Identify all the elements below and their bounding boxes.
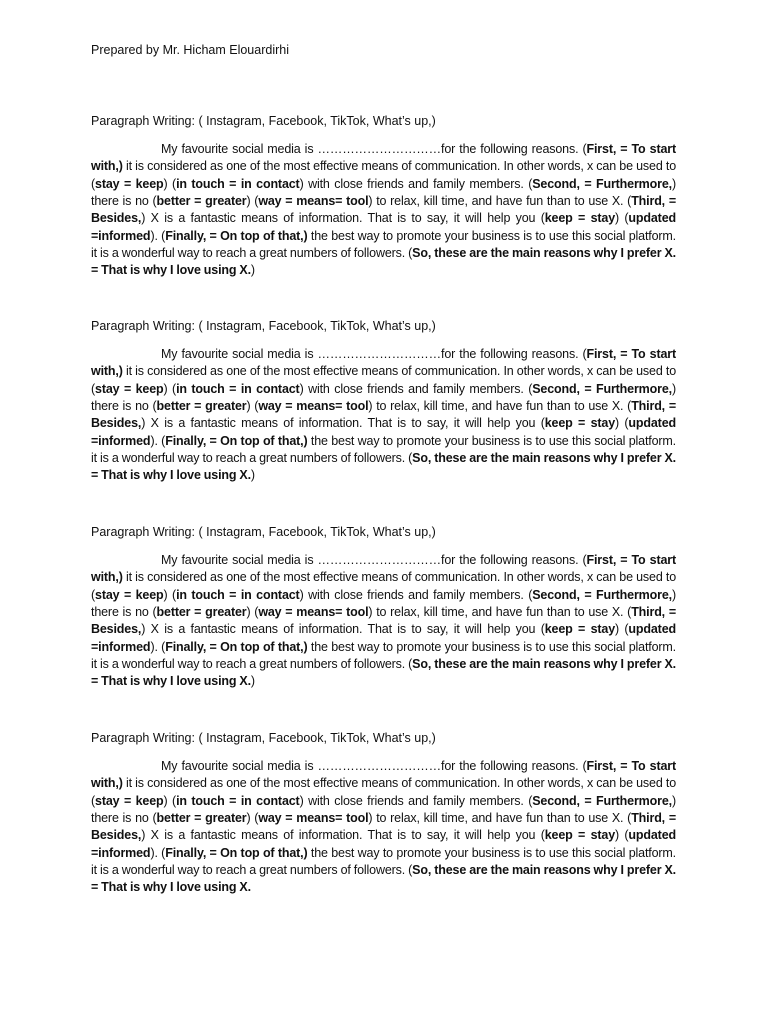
bold-phrase: Finally, = On top of that,) bbox=[165, 433, 308, 448]
text-run: ) with close friends and family members. ( bbox=[299, 587, 533, 602]
bold-phrase: stay = keep bbox=[95, 381, 164, 396]
bold-phrase: better = greater bbox=[156, 194, 247, 209]
text-run: ) ( bbox=[163, 587, 177, 602]
text-run: the best way to promote your business is to use this social platform. it is a wonderful way to reach a great numbers of followers. ( bbox=[91, 228, 676, 261]
text-run: it is considered as one of the most effective means of communication. In other words, x can be used to ( bbox=[91, 776, 676, 808]
bold-phrase: First, = To start with,) bbox=[91, 347, 676, 379]
bold-phrase: way = means= tool bbox=[258, 811, 369, 826]
text-run: ) ( bbox=[246, 194, 259, 209]
text-run: ) to relax, kill time, and have fun than to use X. ( bbox=[368, 605, 632, 620]
section-heading: Paragraph Writing: ( Instagram, Facebook, TikTok, What’s up,) bbox=[91, 525, 436, 539]
text-run: ) there is no ( bbox=[91, 381, 676, 414]
bold-phrase: Second, = Furthermore, bbox=[532, 587, 672, 602]
text-run: ) X is a fantastic means of information. That is to say, it will help you ( bbox=[141, 622, 545, 637]
bold-phrase: Third, = Besides, bbox=[91, 811, 676, 843]
bold-phrase: First, = To start with,) bbox=[91, 142, 676, 174]
text-run: ) to relax, kill time, and have fun than to use X. ( bbox=[368, 811, 632, 826]
bold-phrase: way = means= tool bbox=[258, 399, 369, 414]
bold-phrase: First, = To start with,) bbox=[91, 759, 676, 791]
text-run: it is considered as one of the most effective means of communication. In other words, x can be used to ( bbox=[91, 364, 676, 396]
text-run: ). ( bbox=[150, 639, 166, 654]
text-run: ) ( bbox=[246, 399, 259, 414]
text-run: ) there is no ( bbox=[91, 176, 676, 209]
text-run: ) ( bbox=[615, 211, 629, 226]
text-run: ) ( bbox=[615, 416, 629, 431]
bold-phrase: keep = stay bbox=[544, 211, 615, 226]
text-run: My favourite social media is …………………………for the following reasons. ( bbox=[161, 759, 587, 773]
paragraph-section-2 bbox=[91, 318, 676, 485]
bold-phrase: in touch = in contact bbox=[176, 176, 300, 191]
bold-phrase: Finally, = On top of that,) bbox=[165, 845, 308, 860]
text-run: ) with close friends and family members. ( bbox=[299, 793, 533, 808]
section-paragraph bbox=[91, 141, 676, 280]
bold-phrase: First, = To start with,) bbox=[91, 553, 676, 585]
bold-phrase: better = greater bbox=[156, 399, 247, 414]
section-paragraph bbox=[91, 346, 676, 485]
section-heading: Paragraph Writing: ( Instagram, Facebook, TikTok, What’s up,) bbox=[91, 114, 436, 128]
bold-phrase: Third, = Besides, bbox=[91, 605, 676, 637]
section-paragraph bbox=[91, 758, 676, 897]
bold-phrase: So, these are the main reasons why I prefer X. = That is why I love using X. bbox=[91, 657, 676, 689]
bold-phrase: keep = stay bbox=[544, 828, 615, 843]
text-run: ) X is a fantastic means of information. That is to say, it will help you ( bbox=[141, 828, 545, 843]
text-run: ) with close friends and family members. ( bbox=[299, 381, 533, 396]
bold-phrase: stay = keep bbox=[95, 793, 164, 808]
bold-phrase: Third, = Besides, bbox=[91, 399, 676, 431]
text-run: ) ( bbox=[163, 793, 177, 808]
text-run: ) with close friends and family members. ( bbox=[299, 176, 533, 191]
text-run: ) ( bbox=[163, 381, 177, 396]
bold-phrase: So, these are the main reasons why I prefer X. = That is why I love using X. bbox=[91, 863, 676, 895]
bold-phrase: keep = stay bbox=[544, 416, 615, 431]
bold-phrase: So, these are the main reasons why I prefer X. = That is why I love using X. bbox=[91, 451, 676, 483]
paragraph-section-1 bbox=[91, 113, 676, 280]
bold-phrase: updated =informed bbox=[91, 622, 676, 654]
text-run: the best way to promote your business is to use this social platform. it is a wonderful way to reach a great numbers of followers. ( bbox=[91, 845, 676, 878]
author-line: Prepared by Mr. Hicham Elouardirhi bbox=[91, 43, 289, 57]
bold-phrase: stay = keep bbox=[95, 176, 164, 191]
text-run: ) ( bbox=[246, 605, 259, 620]
text-run: ) ( bbox=[246, 811, 259, 826]
bold-phrase: updated =informed bbox=[91, 211, 676, 243]
bold-phrase: better = greater bbox=[156, 605, 247, 620]
text-run: ) there is no ( bbox=[91, 587, 676, 620]
text-run: it is considered as one of the most effective means of communication. In other words, x can be used to ( bbox=[91, 159, 676, 191]
bold-phrase: Second, = Furthermore, bbox=[532, 381, 672, 396]
text-run: ) ( bbox=[615, 828, 629, 843]
bold-phrase: way = means= tool bbox=[258, 194, 369, 209]
text-run: ) bbox=[250, 674, 255, 689]
text-run: the best way to promote your business is to use this social platform. it is a wonderful way to reach a great numbers of followers. ( bbox=[91, 639, 676, 672]
text-run: ) X is a fantastic means of information. That is to say, it will help you ( bbox=[141, 416, 545, 431]
bold-phrase: in touch = in contact bbox=[176, 381, 300, 396]
bold-phrase: keep = stay bbox=[544, 622, 615, 637]
text-run: ) bbox=[250, 468, 255, 483]
bold-phrase: in touch = in contact bbox=[176, 793, 300, 808]
bold-phrase: in touch = in contact bbox=[176, 587, 300, 602]
text-run: ) to relax, kill time, and have fun than to use X. ( bbox=[368, 399, 632, 414]
text-run: ). ( bbox=[150, 228, 166, 243]
bold-phrase: Second, = Furthermore, bbox=[532, 176, 672, 191]
text-run: My favourite social media is …………………………for the following reasons. ( bbox=[161, 553, 587, 567]
text-run: ) bbox=[250, 263, 255, 278]
bold-phrase: updated =informed bbox=[91, 416, 676, 448]
text-run: My favourite social media is …………………………for the following reasons. ( bbox=[161, 347, 587, 361]
text-run: ) to relax, kill time, and have fun than to use X. ( bbox=[368, 194, 632, 209]
bold-phrase: So, these are the main reasons why I prefer X. = That is why I love using X. bbox=[91, 246, 676, 278]
bold-phrase: better = greater bbox=[156, 811, 247, 826]
paragraph-section-3 bbox=[91, 524, 676, 691]
text-run: ). ( bbox=[150, 433, 166, 448]
text-run: ) there is no ( bbox=[91, 793, 676, 826]
paragraph-section-4 bbox=[91, 730, 676, 897]
bold-phrase: stay = keep bbox=[95, 587, 164, 602]
bold-phrase: updated =informed bbox=[91, 828, 676, 860]
text-run: ) ( bbox=[615, 622, 629, 637]
bold-phrase: Finally, = On top of that,) bbox=[165, 639, 308, 654]
bold-phrase: Finally, = On top of that,) bbox=[165, 228, 308, 243]
section-paragraph bbox=[91, 552, 676, 691]
text-run: ) X is a fantastic means of information. That is to say, it will help you ( bbox=[141, 211, 545, 226]
bold-phrase: way = means= tool bbox=[258, 605, 369, 620]
text-run: it is considered as one of the most effective means of communication. In other words, x can be used to ( bbox=[91, 570, 676, 602]
bold-phrase: Second, = Furthermore, bbox=[532, 793, 672, 808]
section-heading: Paragraph Writing: ( Instagram, Facebook, TikTok, What’s up,) bbox=[91, 319, 436, 333]
text-run: ) ( bbox=[163, 176, 177, 191]
text-run: My favourite social media is …………………………for the following reasons. ( bbox=[161, 142, 587, 156]
text-run: ). ( bbox=[150, 845, 166, 860]
bold-phrase: Third, = Besides, bbox=[91, 194, 676, 226]
section-heading: Paragraph Writing: ( Instagram, Facebook, TikTok, What’s up,) bbox=[91, 731, 436, 745]
text-run: the best way to promote your business is to use this social platform. it is a wonderful way to reach a great numbers of followers. ( bbox=[91, 433, 676, 466]
